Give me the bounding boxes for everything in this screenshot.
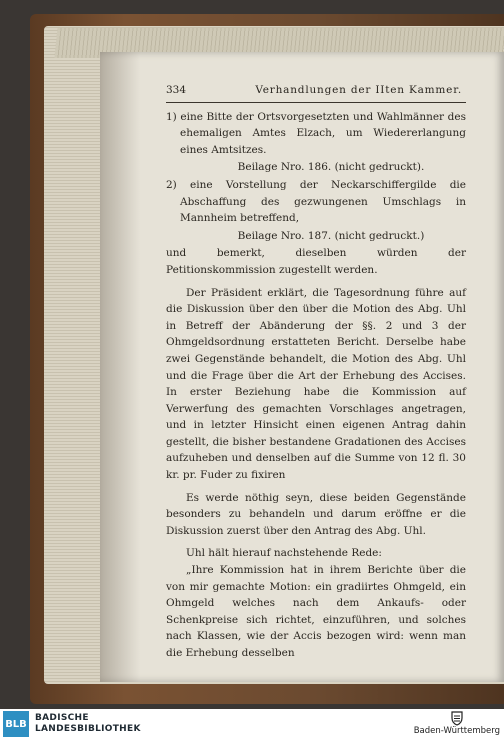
partner-name: Baden-Württemberg bbox=[413, 726, 500, 736]
list-item-1: 1) eine Bitte der Ortsvorgesetzten und Wahlmänner des ehemaligen Amtes Elzach, um Wiedererlangung eines Amtsitzes. bbox=[166, 110, 466, 156]
paragraph-remark: und bemerkt, dieselben würden der Petitionskommission zugestellt werden. bbox=[166, 247, 466, 276]
reference-2: Beilage Nro. 187. (nicht gedruckt.) bbox=[237, 229, 425, 242]
paragraph-speech-intro: Uhl hält hierauf nachstehende Rede: bbox=[186, 547, 382, 560]
baden-wuerttemberg-logo bbox=[414, 710, 500, 736]
list-item-2: 2) eine Vorstellung der Neckarschiffergilde die Abschaffung des gezwungenen Umschlags in Mannheim betreffend, bbox=[166, 178, 466, 225]
library-name-line2: LANDESBIBLIOTHEK bbox=[35, 724, 141, 734]
reference-1: Beilage Nro. 186. (nicht gedruckt). bbox=[237, 161, 425, 174]
paragraph-discussion: Es werde nöthig seyn, diese beiden Gegenstände besonders zu behandeln und darum eröffne er die Diskussion zuerst über den Antrag des Abg. Uhl. bbox=[166, 491, 466, 537]
footer-bar bbox=[0, 709, 504, 739]
running-header bbox=[166, 82, 466, 103]
library-name-line1: BADISCHE bbox=[35, 713, 89, 723]
paragraph-president: Der Präsident erklärt, die Tagesordnung führe auf die Diskussion über den über die Motion des Abg. Uhl in Betreff der Abänderung der §§. 2 und 3 der Ohmgeldsordnung erstatteten Bericht. Derselbe habe zwei Gegenstände behandelt, die Motion des Abg. Uhl und die Frage über die Art der Erhebung des Accises. In erster Beziehung habe die Kommission auf Verwerfung des gemachten Vorschlages angetragen, und in letzter Hinsicht einen eigenen Antrag dahin gestellt, die bisher bestandene Gradationen des Accises aufzuheben und denselben auf die Summe von 12 fl. 30 kr. pr. Fuder zu fixiren bbox=[166, 286, 466, 482]
blb-logo-icon: BLB bbox=[3, 711, 29, 737]
page-gutter-shadow bbox=[100, 52, 140, 682]
paragraph-speech: „Ihre Kommission hat in ihrem Berichte über die von mir gemachte Motion: ein gradiirtes Ohmgeld, ein Ohmgeld welches nach dem Ankaufs- oder Schenkpreise sich richtet, einzuführen, und solches nach Klassen, wie der Accis bezogen wird: wenn man die Erhebung desselben bbox=[166, 564, 466, 659]
coat-of-arms-icon bbox=[449, 710, 465, 726]
page-number: 334 bbox=[166, 84, 187, 96]
page-content bbox=[166, 82, 466, 662]
header-title: Verhandlungen der IIten Kammer. bbox=[255, 84, 462, 96]
library-name bbox=[35, 713, 141, 735]
